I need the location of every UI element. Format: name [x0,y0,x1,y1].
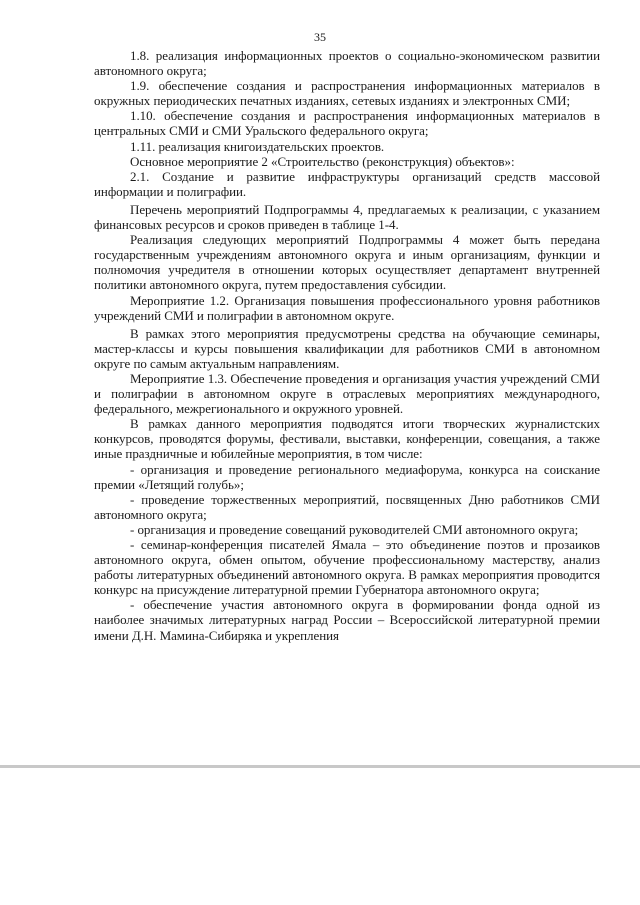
page-number: 35 [314,30,326,44]
blank-area [0,768,640,905]
list-item: - организация и проведение совещаний руководителей СМИ автономного округа; [130,521,579,537]
paragraph: Мероприятие 1.2. Организация повышения профессионального уровня работников учреждений СМИ и полиграфии в автономном округе. [94,292,600,323]
paragraph: В рамках этого мероприятия предусмотрены средства на обучающие семинары, мастер-классы и курсы повышения квалификации для работников СМИ в автономном округе по самым актуальным направлениям. [94,325,600,371]
paragraph: 1.8. реализация информационных проектов о социально-экономическом развитии автономного округа; [94,48,600,79]
list-item: - семинар-конференция писателей Ямала – это объединение поэтов и прозаиков автономного округа, обмен опытом, обучение профессиональному мастерству, анализ работы литературных объединений автономного округа. В рамках мероприятия проводится конкурс на присуждение литературной премии Губернатора автономного округа; [94,537,600,598]
paragraph: 1.9. обеспечение создания и распространения информационных материалов в окружных периодических печатных изданиях, сетевых изданиях и электронных СМИ; [94,78,600,109]
paragraph: Мероприятие 1.3. Обеспечение проведения и организация участия учреждений СМИ и полиграфии в автономном округе в отраслевых мероприятиях международного, федерального, межрегионального и окружного уровней. [94,370,600,417]
paragraph: 1.10. обеспечение создания и распространения информационных материалов в центральных СМИ и СМИ Уральского федерального округа; [94,108,600,139]
list-item: - организация и проведение регионального медиафорума, конкурса на соискание премии «Летящий голубь»; [94,461,600,492]
paragraph: Основное мероприятие 2 «Строительство (реконструкция) объектов»: [130,153,515,169]
paragraph: 2.1. Создание и развитие инфраструктуры организаций средств массовой информации и полиграфии. [94,168,600,199]
list-item: - обеспечение участия автономного округа в формировании фонда одной из наиболее значимых литературных наград России – Всероссийской литературной премии имени Д.Н. Мамина-Сибиряка и укрепления [94,597,600,643]
paragraph: Реализация следующих мероприятий Подпрограммы 4 может быть передана государственным учреждениям автономного округа и иным организациям, функции и полномочия учредителя в отношении которых осуществляет департамент внутренней политики автономного округа, путем предоставления субсидии. [94,232,600,293]
paragraph: Перечень мероприятий Подпрограммы 4, предлагаемых к реализации, с указанием финансовых ресурсов и сроков приведен в таблице 1-4. [94,201,600,233]
list-item: - проведение торжественных мероприятий, посвященных Дню работников СМИ автономного округа; [94,491,600,522]
paragraph: 1.11. реализация книгоиздательских проектов. [130,138,385,154]
paragraph: В рамках данного мероприятия подводятся итоги творческих журналистских конкурсов, проводятся форумы, фестивали, выставки, конференции, совещания, а также иные праздничные и юбилейные мероприятия, в том числе: [94,416,600,462]
document-body [94,48,600,643]
